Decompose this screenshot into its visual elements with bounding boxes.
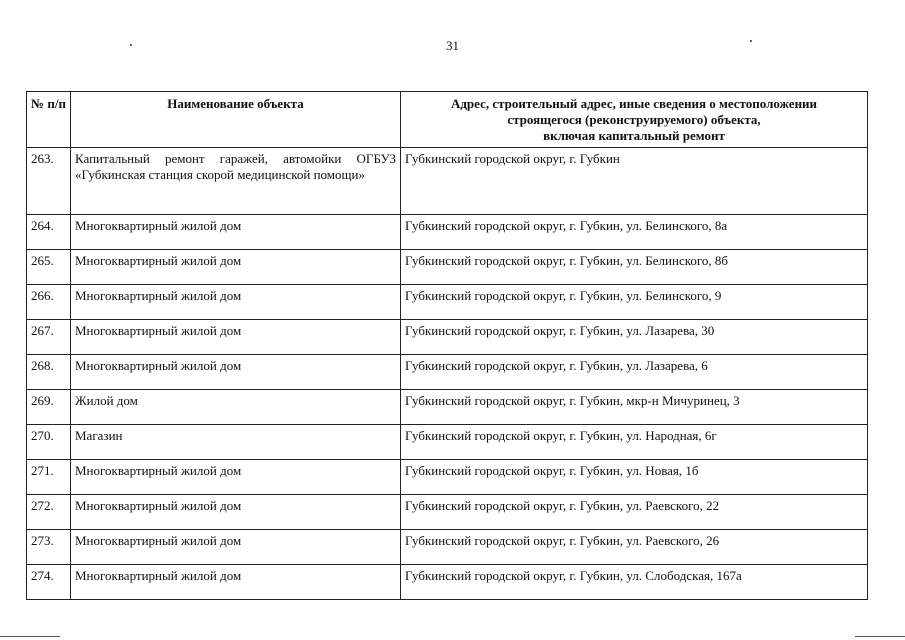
table-row: [27, 285, 868, 320]
row-object-name: Многоквартирный жилой дом: [71, 530, 401, 565]
row-object-name: Магазин: [71, 425, 401, 460]
row-number: 267.: [27, 320, 71, 355]
table-row: [27, 495, 868, 530]
row-number: 266.: [27, 285, 71, 320]
row-object-name: Жилой дом: [71, 390, 401, 425]
row-object-name: Многоквартирный жилой дом: [71, 495, 401, 530]
row-address: Губкинский городской округ, г. Губкин: [401, 148, 868, 215]
header-address-line3: включая капитальный ремонт: [543, 128, 725, 143]
row-object-name: Многоквартирный жилой дом: [71, 460, 401, 495]
row-object-name: Многоквартирный жилой дом: [71, 355, 401, 390]
scan-artifact: [0, 636, 60, 637]
row-number: 263.: [27, 148, 71, 215]
row-address: Губкинский городской округ, г. Губкин, ул. Раевского, 26: [401, 530, 868, 565]
row-address: Губкинский городской округ, г. Губкин, ул. Раевского, 22: [401, 495, 868, 530]
header-address-line2: строящегося (реконструируемого) объекта,: [507, 112, 761, 127]
row-address: Губкинский городской округ, г. Губкин, ул. Слободская, 167а: [401, 565, 868, 600]
header-address-line1: Адрес, строительный адрес, иные сведения о местоположении: [450, 96, 818, 111]
table-header-row: [27, 92, 868, 148]
header-num: № п/п: [27, 92, 71, 148]
header-address: [401, 92, 868, 148]
row-number: 264.: [27, 215, 71, 250]
header-name: Наименование объекта: [71, 92, 401, 148]
table-row: [27, 390, 868, 425]
row-number: 272.: [27, 495, 71, 530]
row-address: Губкинский городской округ, г. Губкин, ул. Белинского, 9: [401, 285, 868, 320]
table-row: [27, 320, 868, 355]
row-number: 274.: [27, 565, 71, 600]
row-address: Губкинский городской округ, г. Губкин, мкр-н Мичуринец, 3: [401, 390, 868, 425]
objects-table: [26, 91, 868, 600]
row-address: Губкинский городской округ, г. Губкин, ул. Белинского, 8а: [401, 215, 868, 250]
row-number: 273.: [27, 530, 71, 565]
row-object-name: Многоквартирный жилой дом: [71, 285, 401, 320]
page-number: 31: [446, 38, 459, 53]
row-object-name: Многоквартирный жилой дом: [71, 565, 401, 600]
row-address: Губкинский городской округ, г. Губкин, ул. Народная, 6г: [401, 425, 868, 460]
scan-artifact: [855, 636, 905, 637]
scan-artifact: [130, 44, 132, 46]
row-number: 269.: [27, 390, 71, 425]
table-row: [27, 250, 868, 285]
row-number: 271.: [27, 460, 71, 495]
row-number: 268.: [27, 355, 71, 390]
table-row: [27, 148, 868, 215]
table-row: [27, 460, 868, 495]
table-row: [27, 355, 868, 390]
row-address: Губкинский городской округ, г. Губкин, ул. Белинского, 8б: [401, 250, 868, 285]
row-object-name: Многоквартирный жилой дом: [71, 215, 401, 250]
row-object-name: Многоквартирный жилой дом: [71, 250, 401, 285]
row-address: Губкинский городской округ, г. Губкин, ул. Лазарева, 6: [401, 355, 868, 390]
table-row: [27, 565, 868, 600]
table-row: [27, 530, 868, 565]
scan-artifact: [750, 40, 752, 42]
row-address: Губкинский городской округ, г. Губкин, ул. Лазарева, 30: [401, 320, 868, 355]
row-object-name: Многоквартирный жилой дом: [71, 320, 401, 355]
row-number: 270.: [27, 425, 71, 460]
table-row: [27, 425, 868, 460]
row-number: 265.: [27, 250, 71, 285]
row-object-name: Капитальный ремонт гаражей, автомойки ОГБУЗ «Губкинская станция скорой медицинской помощи»: [71, 148, 401, 215]
table-row: [27, 215, 868, 250]
row-address: Губкинский городской округ, г. Губкин, ул. Новая, 1б: [401, 460, 868, 495]
